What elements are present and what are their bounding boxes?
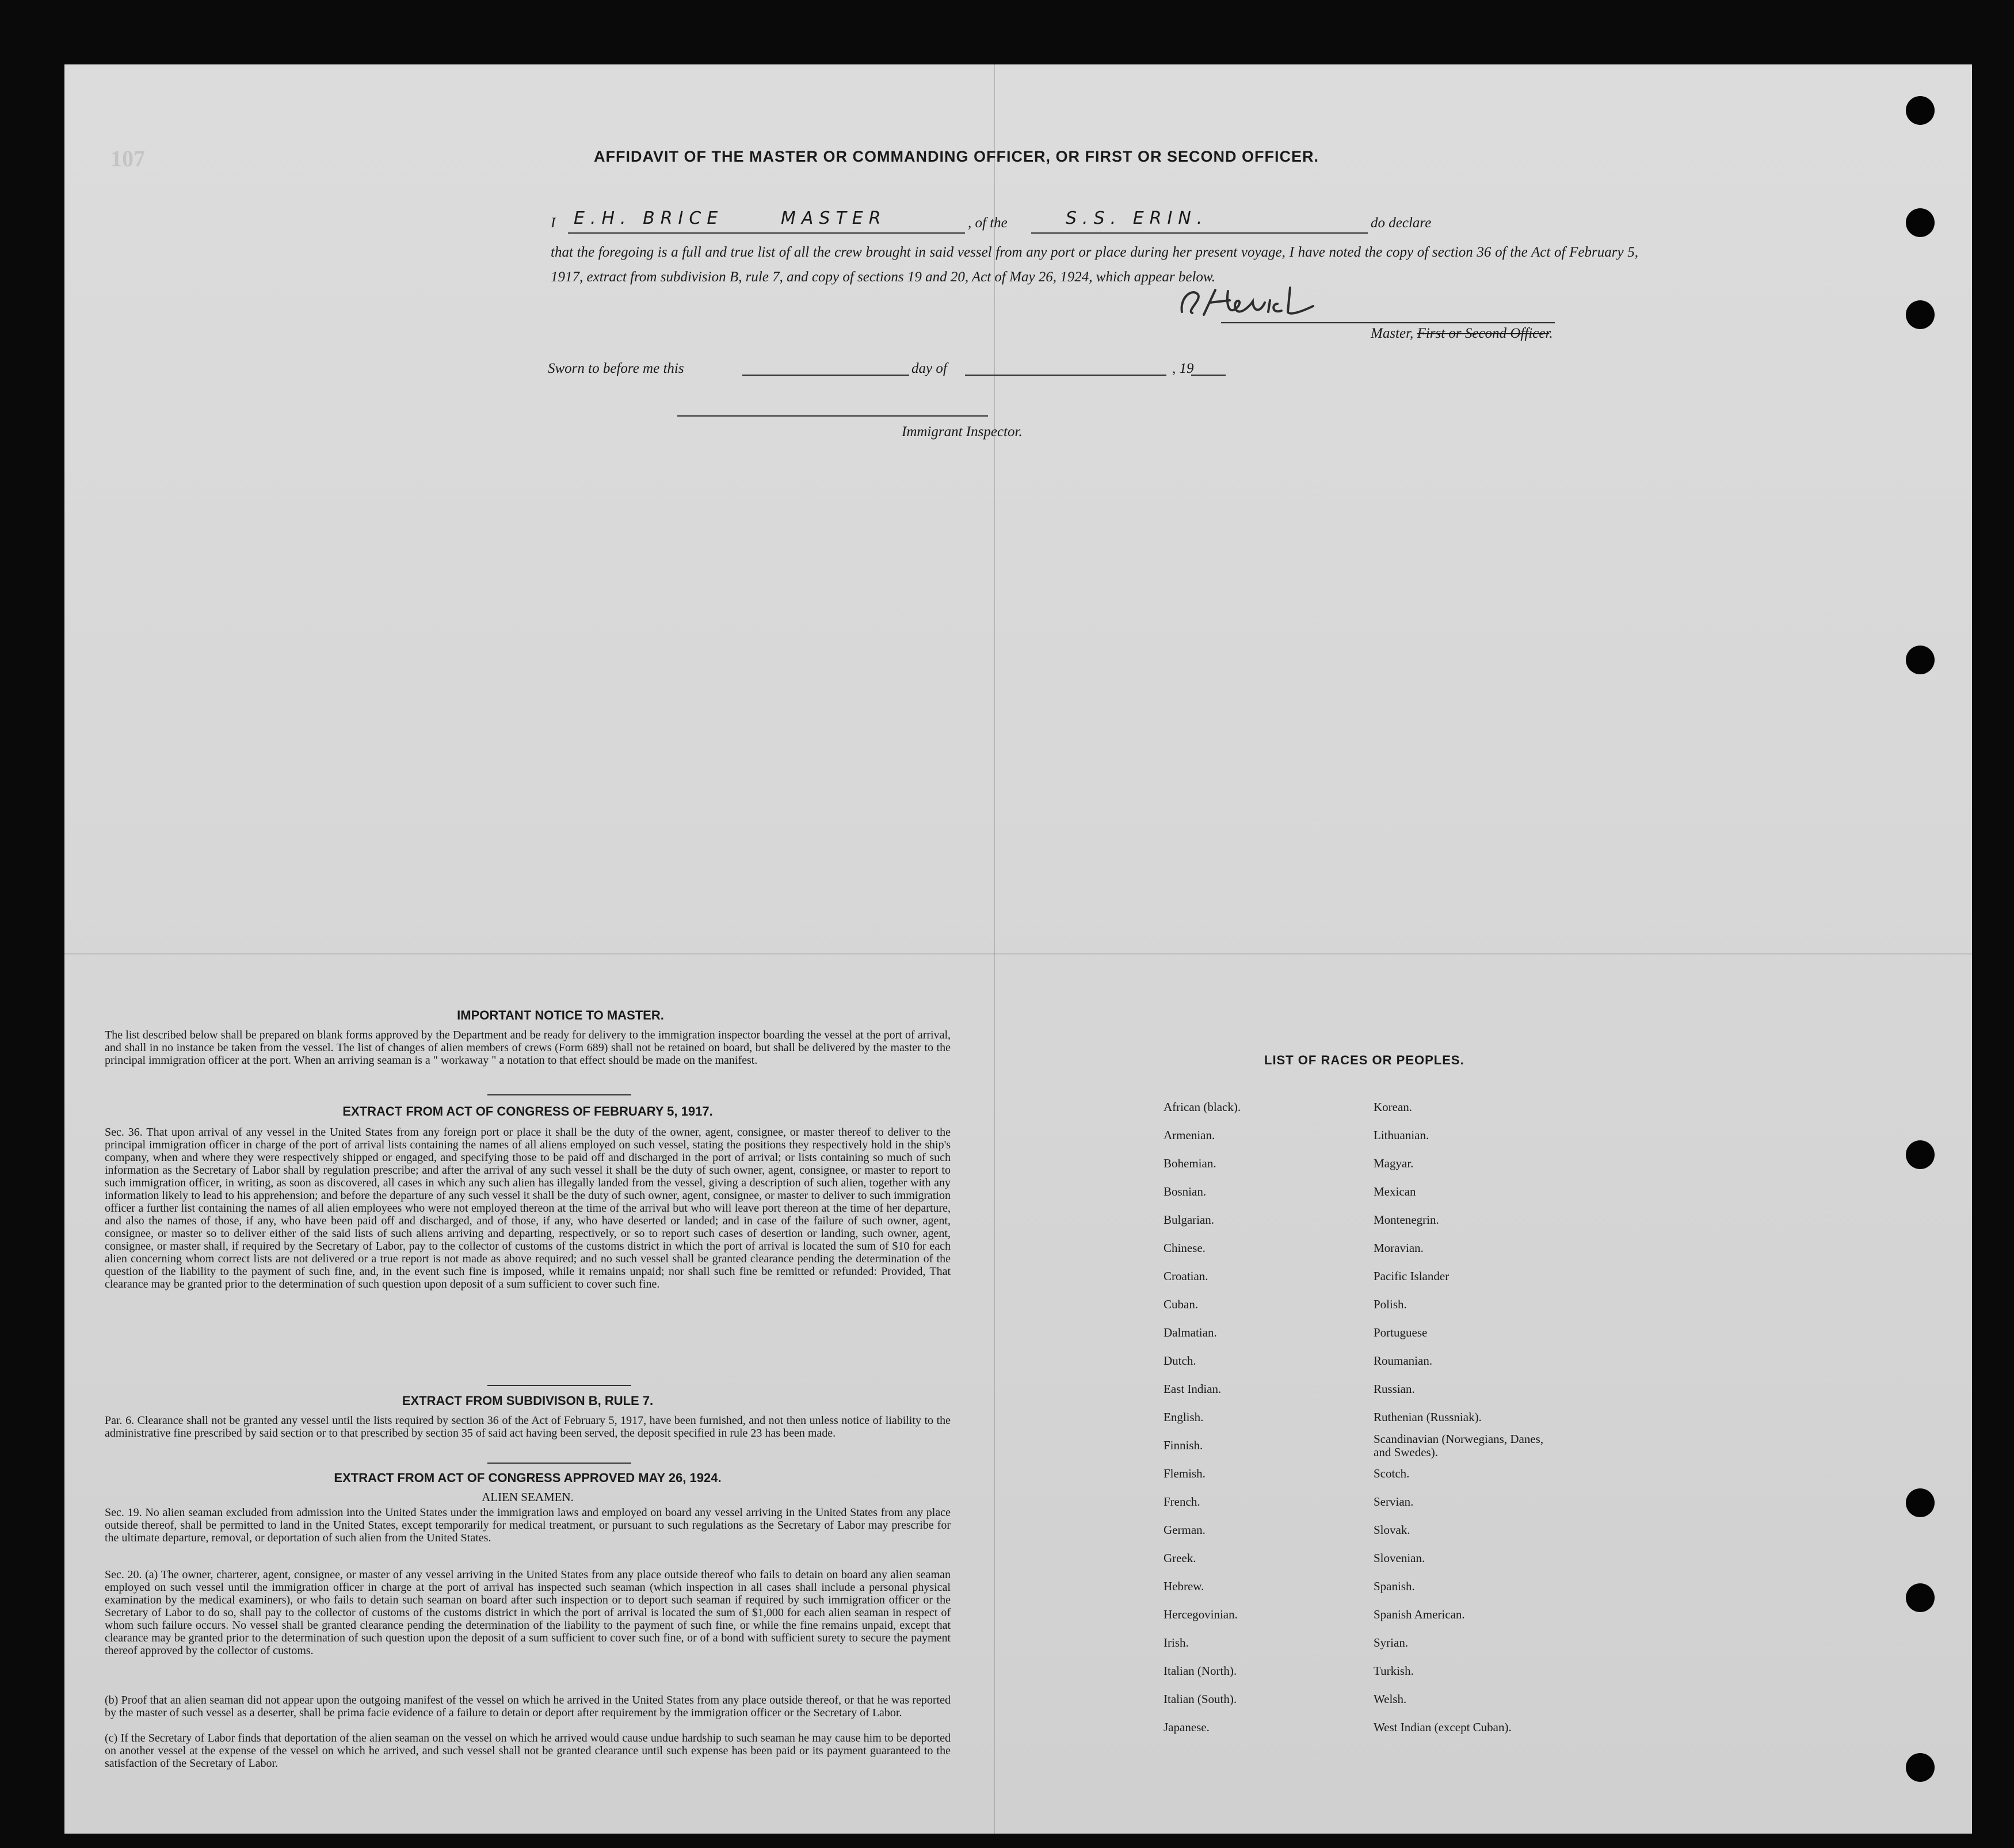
vessel-name-handwritten: S.S. ERIN. [1066, 208, 1208, 228]
race-item: Spanish. [1374, 1579, 1415, 1593]
race-item: Slovak. [1374, 1523, 1410, 1537]
race-item: Scotch. [1374, 1467, 1410, 1480]
signature-caption-end: . [1549, 326, 1553, 341]
race-item: Slovenian. [1374, 1551, 1425, 1565]
race-item: Bosnian. [1164, 1185, 1207, 1198]
bleed-through-page-number: 107 [110, 146, 145, 171]
race-item: Irish. [1164, 1636, 1189, 1650]
race-item: East Indian. [1164, 1382, 1222, 1396]
race-item: Hebrew. [1164, 1579, 1204, 1593]
race-item: Turkish. [1374, 1664, 1414, 1678]
extract-1917-heading: EXTRACT FROM ACT OF CONGRESS OF FEBRUARY 5, 1917. [342, 1104, 713, 1118]
race-item: Servian. [1374, 1495, 1414, 1509]
race-item: Croatian. [1164, 1269, 1208, 1283]
of-the-label: , of the [968, 215, 1008, 231]
separator [487, 1385, 631, 1386]
race-item: Dalmatian. [1164, 1326, 1217, 1339]
punch-hole [1906, 1140, 1935, 1169]
race-item: Roumanian. [1374, 1354, 1433, 1368]
race-item: Italian (North). [1164, 1664, 1237, 1678]
name-underline [568, 232, 965, 234]
race-item: Russian. [1374, 1382, 1415, 1396]
sworn-blank [742, 375, 909, 376]
signature-caption-struck: First or Second Officer [1417, 326, 1550, 341]
extract-1917-text: Sec. 36. That upon arrival of any vessel in the United States from any foreign port or place it shall be the duty of the owner, agent, consignee, or master thereof to deliver to the principal immigration officer in charge of the port of arrival lists containing the names of all aliens employed on such vessel, stating the positions they respectively hold in the ship's company, when and where they were respectively shipped or engaged, and specifying those to be paid off and discharged in the port of arrival; or lists containing so much of such information as the Secretary of Labor shall by regulation prescribe; and after the arrival of any such vessel it shall be the duty of such owner, agent, consignee, or master to report to such immigration officer, in writing, as soon as discovered, all cases in which any such alien has illegally landed from the vessel, giving a description of such alien, together with any information likely to lead to his apprehension; and before the departure of any such vessel it shall be the duty of such owner, agent, consignee, or master to deliver to such immigration officer a further list containing the names of all alien employees who were not employed thereon at the time of the arrival but who will leave port thereon at the time of her departure, and also the names of those, if any, who have been paid off and discharged, and of those, if any, who have deserted or landed; and in case of the failure of such owner, agent, consignee, or master so to deliver either of the said lists of such aliens arriving and departing, respectively, or so to report such cases of desertion or landing, such owner, agent, consignee, or master shall, if required by the Secretary of Labor, pay to the collector of customs of the customs district in which the port of arrival is located the sum of $10 for each alien concerning whom correct lists are not delivered or a true report is not made as above required; and no such vessel shall be granted clearance pending the determination of the question of the liability to the payment of such fine, and, in the event such fine is imposed, while it remains unpaid; nor shall such fine be remitted or refunded: Provided, That clearance may be granted prior to the determination of such question upon deposit of a sum sufficient to cover such fine. [105, 1126, 951, 1290]
race-item: Finnish. [1164, 1438, 1203, 1452]
year-prefix: , 19 [1172, 361, 1194, 376]
do-declare-label: do declare [1371, 215, 1432, 231]
inspector-caption: Immigrant Inspector. [902, 424, 1023, 440]
sec19-text: Sec. 19. No alien seaman excluded from admission into the United States under the immigration laws and employed on board any vessel arriving in the United States from any place outside thereof, shall be permitted to land in the United States, except temporarily for medical treatment, or pursuant to such regulations as the Secretary of Labor may prescribe for the ultimate departure, removal, or deportation of such alien from the United States. [105, 1506, 951, 1544]
vessel-underline [1031, 232, 1368, 234]
race-item: African (black). [1164, 1100, 1241, 1114]
race-item: Flemish. [1164, 1467, 1206, 1480]
race-item: French. [1164, 1495, 1200, 1509]
race-item: Hercegovinian. [1164, 1608, 1238, 1621]
subdivision-heading: EXTRACT FROM SUBDIVISON B, RULE 7. [402, 1393, 654, 1408]
race-item: Welsh. [1374, 1692, 1407, 1706]
race-item: Greek. [1164, 1551, 1196, 1565]
master-name-handwritten: E.H. BRICE [574, 208, 724, 228]
sec20b-text: (b) Proof that an alien seaman did not appear upon the outgoing manifest of the vessel on which he arrived in the United States from any place outside thereof, or that he was reported by the master of such vessel as a deserter, shall be prima facie evidence of a failure to detain or deport after requirement by the immigration officer or the Secretary of Labor. [105, 1694, 951, 1719]
signature-caption-master: Master, [1371, 326, 1414, 341]
sec20a-text: Sec. 20. (a) The owner, charterer, agent, consignee, or master of any vessel arriving in the United States from any place outside thereof who fails to detain on board any alien seaman employed on such vessel until the immigration officer in charge at the port of arrival has inspected such seaman (which inspection in all cases shall include a personal physical examination by the medical examiners), or who fails to detain such seaman on board after such inspection or to deport such seaman if required by such immigration officer or the Secretary of Labor to do so, shall pay to the collector of customs of the customs district in which the port of arrival is located the sum of $1,000 for each alien seaman in respect of whom such failure occurs. No vessel shall be granted clearance pending the determination of the liability to the payment of such fine, or while the fine remains unpaid, except that clearance may be granted prior to the determination of such question upon the deposit of a sum sufficient to cover such fine, or of a bond with sufficient surety to secure the payment thereof approved by the collector of customs. [105, 1568, 951, 1657]
race-item: West Indian (except Cuban). [1374, 1720, 1512, 1734]
race-item: Korean. [1374, 1100, 1413, 1114]
sworn-prefix: Sworn to before me this [548, 361, 684, 376]
punch-hole [1906, 96, 1935, 125]
punch-hole [1906, 1753, 1935, 1782]
extract-1924-heading: EXTRACT FROM ACT OF CONGRESS APPROVED MAY 26, 1924. [334, 1471, 722, 1485]
signature-line [1221, 322, 1555, 323]
signature-caption [1371, 326, 1553, 342]
race-item: Italian (South). [1164, 1692, 1237, 1706]
race-item: Portuguese [1374, 1326, 1428, 1339]
race-item: Japanese. [1164, 1720, 1210, 1734]
affidavit-title: AFFIDAVIT OF THE MASTER OR COMMANDING OFFICER, OR FIRST OR SECOND OFFICER. [594, 148, 1319, 165]
vertical-fold [994, 64, 995, 1834]
race-item: Bohemian. [1164, 1156, 1216, 1170]
sec20c-text: (c) If the Secretary of Labor finds that deportation of the alien seaman on the vessel on which he arrived would cause undue hardship to such seaman he may cause him to be deported on another vessel at the expense of the vessel on which he arrived, and such vessel shall not be granted clearance until such expense has been paid or its payment guaranteed to the satisfaction of the Secretary of Labor. [105, 1732, 951, 1770]
race-item: Dutch. [1164, 1354, 1196, 1368]
race-item: Mexican [1374, 1185, 1416, 1198]
punch-hole [1906, 1488, 1935, 1517]
race-item: English. [1164, 1410, 1204, 1424]
race-item: Montenegrin. [1374, 1213, 1439, 1227]
punch-hole [1906, 646, 1935, 674]
declaration-line [551, 208, 1644, 238]
date-blank [965, 375, 1166, 376]
races-heading: LIST OF RACES OR PEOPLES. [1264, 1053, 1464, 1067]
signature-block [1175, 283, 1555, 341]
race-item: Ruthenian (Russniak). [1374, 1410, 1482, 1424]
master-signature [1175, 283, 1325, 323]
separator [487, 1094, 631, 1095]
race-item: German. [1164, 1523, 1206, 1537]
race-item: Cuban. [1164, 1297, 1199, 1311]
year-blank [1191, 375, 1226, 376]
inspector-line [677, 415, 988, 417]
race-item: Chinese. [1164, 1241, 1206, 1255]
notice-text: The list described below shall be prepared on blank forms approved by the Department and be ready for delivery to the immigration inspector boarding the vessel at the port of arrival, and shall in no instance be taken from the vessel. The list of changes of alien members of crews (Form 689) shall not be retained on board, but shall be delivered by the master to the principal immigration officer at the port. When an arriving seaman is a " workaway " a notation to that effect should be made on the manifest. [105, 1029, 951, 1067]
punch-hole [1906, 208, 1935, 237]
punch-hole [1906, 300, 1935, 329]
subdivision-text: Par. 6. Clearance shall not be granted any vessel until the lists required by section 36 of the Act of February 5, 1917, have been furnished, and not then unless notice of liability to the administrative fine prescribed by said section or to that prescribed by section 35 of said act having been served, the deposit specified in rule 23 has been made. [105, 1414, 951, 1440]
rank-handwritten: MASTER [781, 208, 887, 228]
race-item: Scandinavian (Norwegians, Danes, and Swedes). [1374, 1432, 1544, 1459]
race-item: Moravian. [1374, 1241, 1424, 1255]
alien-seamen-subheading: ALIEN SEAMEN. [482, 1490, 574, 1504]
document-page [64, 64, 1972, 1834]
day-of-label: day of [911, 361, 947, 376]
race-item: Armenian. [1164, 1128, 1215, 1142]
race-item: Syrian. [1374, 1636, 1409, 1650]
race-item: Magyar. [1374, 1156, 1414, 1170]
declaration-body: that the foregoing is a full and true list of all the crew brought in said vessel from any port or place during her present voyage, I have noted the copy of section 36 of the Act of February 5, 1917, extract from subdivision B, rule 7, and copy of sections 19 and 20, Act of May 26, 1924, which appear below. [551, 245, 1638, 285]
separator [487, 1463, 631, 1464]
notice-heading: IMPORTANT NOTICE TO MASTER. [457, 1008, 664, 1022]
race-item: Spanish American. [1374, 1608, 1465, 1621]
punch-hole [1906, 1583, 1935, 1612]
race-item: Polish. [1374, 1297, 1407, 1311]
race-item: Bulgarian. [1164, 1213, 1215, 1227]
sworn-line [548, 361, 1296, 384]
race-item: Pacific Islander [1374, 1269, 1450, 1283]
pronoun-label: I [551, 215, 556, 231]
horizontal-fold [64, 953, 1972, 954]
race-item: Lithuanian. [1374, 1128, 1429, 1142]
